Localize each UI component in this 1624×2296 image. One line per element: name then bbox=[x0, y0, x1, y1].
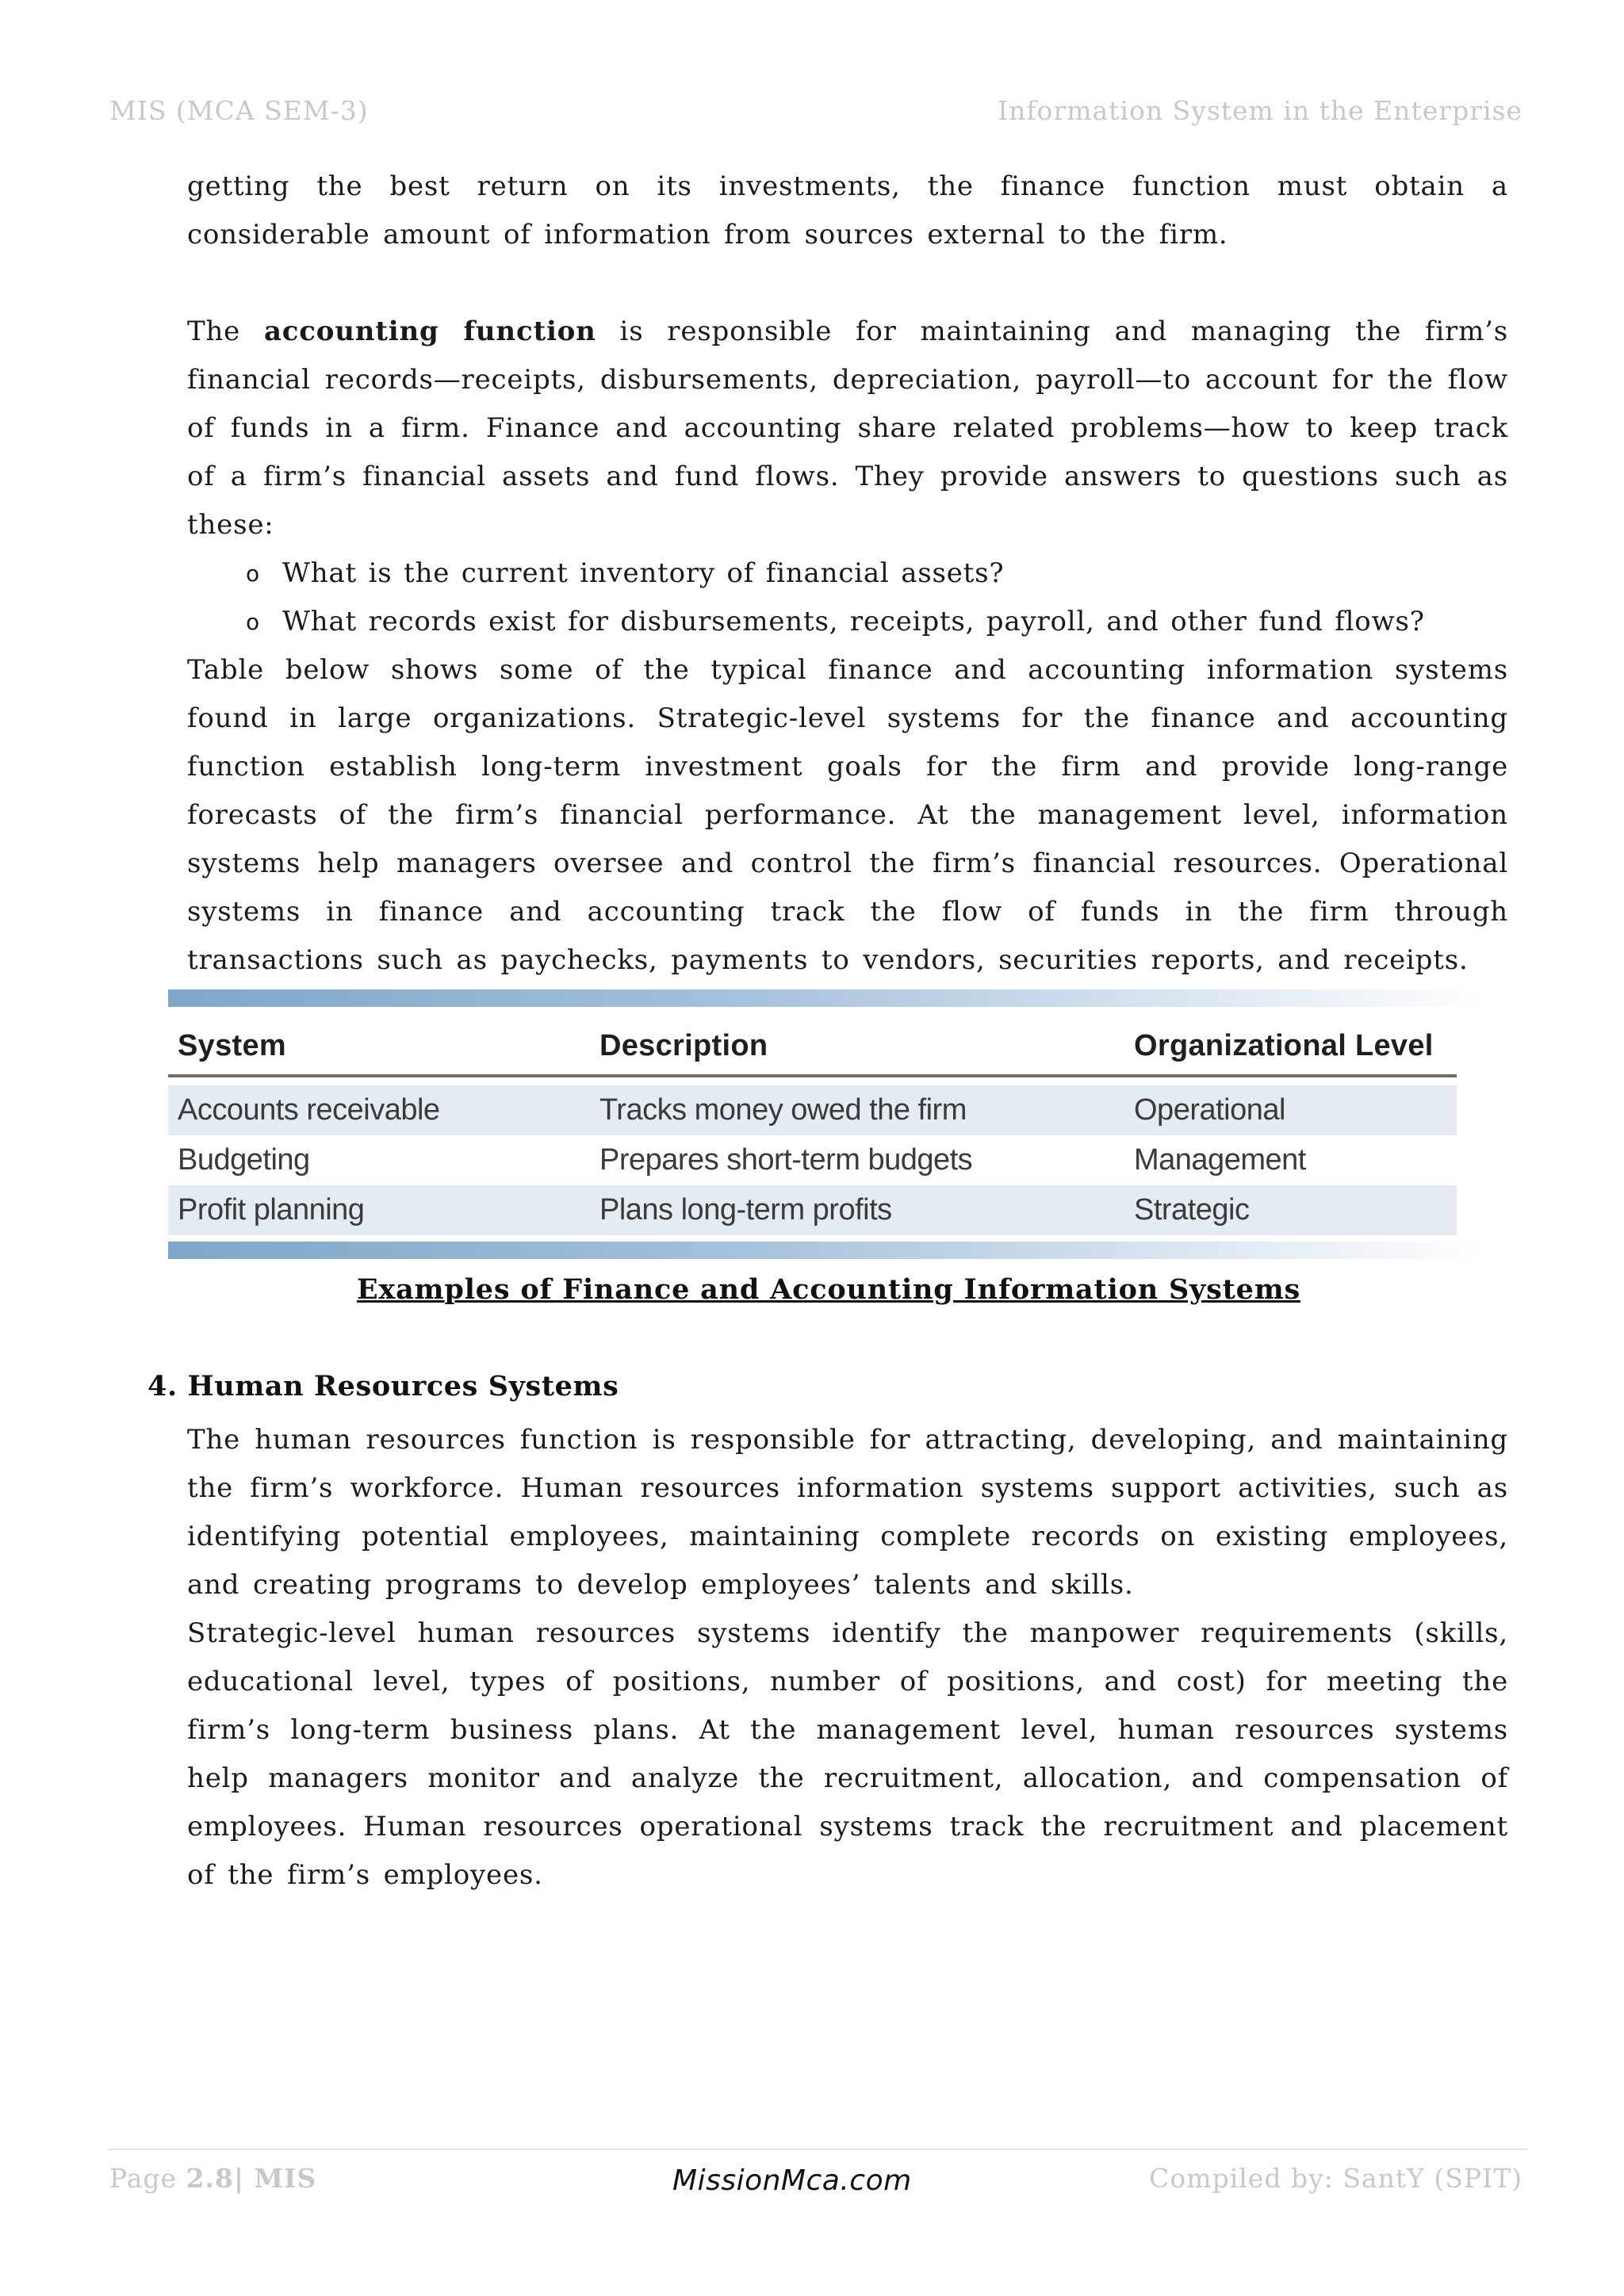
paragraph-table-intro: Table below shows some of the typical finance and accounting information systems found in large organizations. Strategic-level systems for the finance and accounting function establish long-term investment goals for the firm and provide long-range forecasts of the firm’s financial performance. At the management level, information systems help managers oversee and control the firm’s financial resources. Operational systems in finance and accounting track the flow of funds in the firm through transactions such as paychecks, payments to vendors, securities reports, and receipts. bbox=[187, 654, 1508, 976]
table-row: Budgeting Prepares short-term budgets Management bbox=[178, 1143, 1306, 1177]
finance-systems-table-figure bbox=[168, 989, 1484, 1259]
site-logo: MissionMca.com bbox=[672, 2164, 912, 2197]
paragraph-finance-continued: getting the best return on its investments, the finance function must obtain a considerable amount of information from sources external to the firm. bbox=[187, 170, 1508, 251]
page-number: 2.8 bbox=[186, 2163, 234, 2194]
table-header-row bbox=[168, 1007, 1457, 1077]
question-list bbox=[187, 549, 1508, 646]
bullet-icon: o bbox=[246, 561, 260, 587]
column-header-level: Organizational Level bbox=[1134, 1029, 1434, 1062]
finance-systems-table bbox=[168, 1007, 1457, 1235]
header-right: Information System in the Enterprise bbox=[998, 95, 1522, 126]
column-header-system: System bbox=[178, 1029, 286, 1062]
paragraph-hr-levels: Strategic-level human resources systems identify the manpower requirements (skills, educational level, types of positions, number of positions, and cost) for meeting the firm’s long-term business plans. At the management level, human resources systems help managers monitor and analyze the recruitment, allocation, and compensation of employees. Human resources operational systems track the recruitment and placement of the firm’s employees. bbox=[187, 1617, 1508, 1891]
paragraph-hr-function: The human resources function is responsible for attracting, developing, and maintaining the firm’s workforce. Human resources information systems support activities, such as identifying potential employees, maintaining complete records on existing employees, and creating programs to develop employees’ talents and skills. bbox=[187, 1424, 1508, 1601]
accounting-function-term: accounting function bbox=[263, 316, 596, 347]
footer-page: Page 2.8| MIS bbox=[109, 2163, 317, 2194]
table-row: Accounts receivable Tracks money owed the firm Operational bbox=[168, 1085, 1457, 1135]
bullet-icon: o bbox=[246, 609, 260, 635]
footer-divider bbox=[108, 2149, 1527, 2150]
table-caption: Examples of Finance and Accounting Information Systems bbox=[356, 1273, 1301, 1306]
section-heading: 4. Human Resources Systems bbox=[147, 1370, 619, 1402]
table-row: Profit planning Plans long-term profits Strategic bbox=[168, 1185, 1457, 1235]
table-top-bar bbox=[168, 989, 1484, 1007]
table-bottom-bar bbox=[168, 1242, 1484, 1259]
list-item: o What records exist for disbursements, receipts, payroll, and other fund flows? bbox=[187, 598, 1508, 646]
body-top bbox=[187, 163, 1508, 259]
column-header-description: Description bbox=[599, 1029, 768, 1062]
body-accounting bbox=[187, 308, 1508, 985]
list-item: o What is the current inventory of financial assets? bbox=[187, 549, 1508, 598]
accounting-rest: is responsible for maintaining and managing the firm’s financial records—receipts, disbursements, depreciation, payroll—to account for the flow of funds in a firm. Finance and accounting share related problems—how to keep track of a firm’s financial assets and fund flows. They provide answers to questions such as these: bbox=[187, 316, 1509, 541]
paragraph-accounting bbox=[187, 308, 1508, 549]
footer-credit: Compiled by: SantY (SPIT) bbox=[1149, 2163, 1522, 2194]
body-hr bbox=[187, 1416, 1508, 1900]
header-left: MIS (MCA SEM-3) bbox=[109, 95, 369, 126]
accounting-lead: The bbox=[187, 316, 241, 347]
